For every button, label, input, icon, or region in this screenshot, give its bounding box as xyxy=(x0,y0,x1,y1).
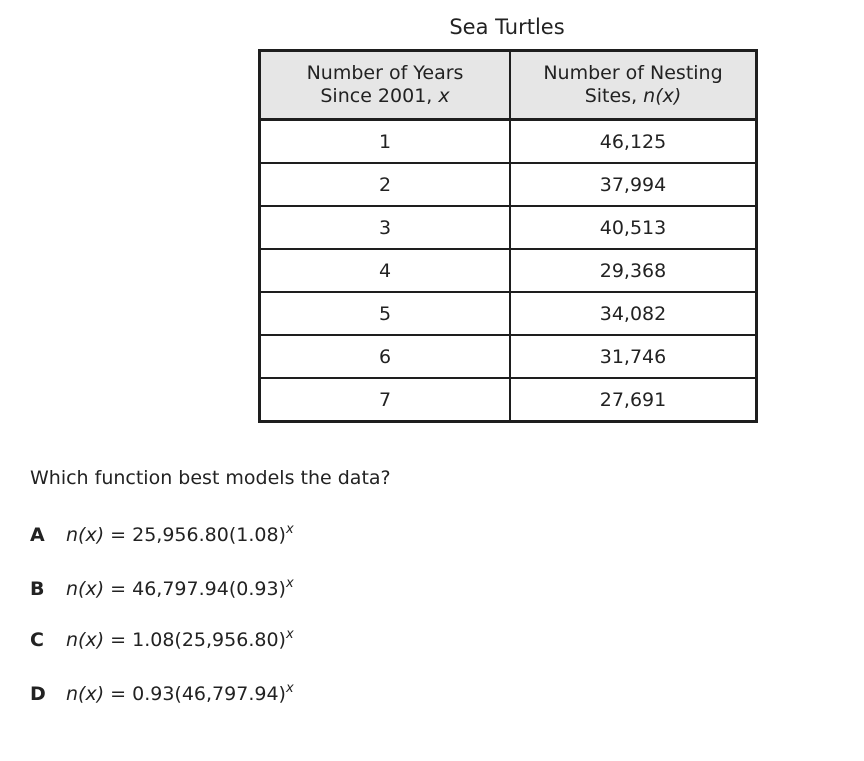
answer-option-d[interactable] xyxy=(30,681,294,707)
option-letter: B xyxy=(30,578,45,600)
answer-option-c[interactable] xyxy=(30,627,294,653)
column-header-nesting-sites xyxy=(510,51,757,120)
option-function: n(x) xyxy=(66,683,105,705)
cell-years: 3 xyxy=(260,206,511,249)
option-letter: D xyxy=(30,683,46,705)
table-row xyxy=(260,163,757,206)
cell-nesting-sites: 46,125 xyxy=(510,120,757,164)
option-exponent: x xyxy=(285,576,294,591)
cell-years: 6 xyxy=(260,335,511,378)
option-letter: A xyxy=(30,524,45,546)
column-header-nesting-line2: Sites, xyxy=(584,85,644,107)
table-row xyxy=(260,120,757,164)
column-header-years xyxy=(260,51,511,120)
column-header-years-line2: Since 2001, xyxy=(320,85,439,107)
option-exponent: x xyxy=(285,522,294,537)
column-header-nesting-var: n(x) xyxy=(643,85,682,107)
table-row xyxy=(260,249,757,292)
option-expression: = 1.08(25,956.80) xyxy=(104,629,286,651)
question-text: Which function best models the data? xyxy=(30,467,391,489)
option-function: n(x) xyxy=(66,629,105,651)
cell-years: 7 xyxy=(260,378,511,422)
option-expression: = 46,797.94(0.93) xyxy=(104,578,286,600)
option-letter: C xyxy=(30,629,44,651)
cell-nesting-sites: 37,994 xyxy=(510,163,757,206)
column-header-nesting-line1: Number of Nesting xyxy=(543,62,723,84)
option-exponent: x xyxy=(285,681,294,696)
column-header-years-var: x xyxy=(438,85,450,107)
option-function: n(x) xyxy=(66,524,105,546)
cell-nesting-sites: 29,368 xyxy=(510,249,757,292)
cell-nesting-sites: 40,513 xyxy=(510,206,757,249)
cell-nesting-sites: 27,691 xyxy=(510,378,757,422)
table-row xyxy=(260,378,757,422)
table-title: Sea Turtles xyxy=(449,15,565,39)
cell-years: 1 xyxy=(260,120,511,164)
cell-years: 2 xyxy=(260,163,511,206)
cell-nesting-sites: 31,746 xyxy=(510,335,757,378)
option-expression: = 0.93(46,797.94) xyxy=(104,683,286,705)
cell-years: 4 xyxy=(260,249,511,292)
answer-option-b[interactable] xyxy=(30,576,294,602)
table-row xyxy=(260,292,757,335)
cell-years: 5 xyxy=(260,292,511,335)
answer-option-a[interactable] xyxy=(30,522,294,548)
option-expression: = 25,956.80(1.08) xyxy=(104,524,286,546)
option-function: n(x) xyxy=(66,578,105,600)
table-row xyxy=(260,206,757,249)
option-exponent: x xyxy=(285,627,294,642)
table-header-row xyxy=(260,51,757,120)
table-row xyxy=(260,335,757,378)
sea-turtles-table xyxy=(258,49,758,423)
cell-nesting-sites: 34,082 xyxy=(510,292,757,335)
column-header-years-line1: Number of Years xyxy=(306,62,464,84)
